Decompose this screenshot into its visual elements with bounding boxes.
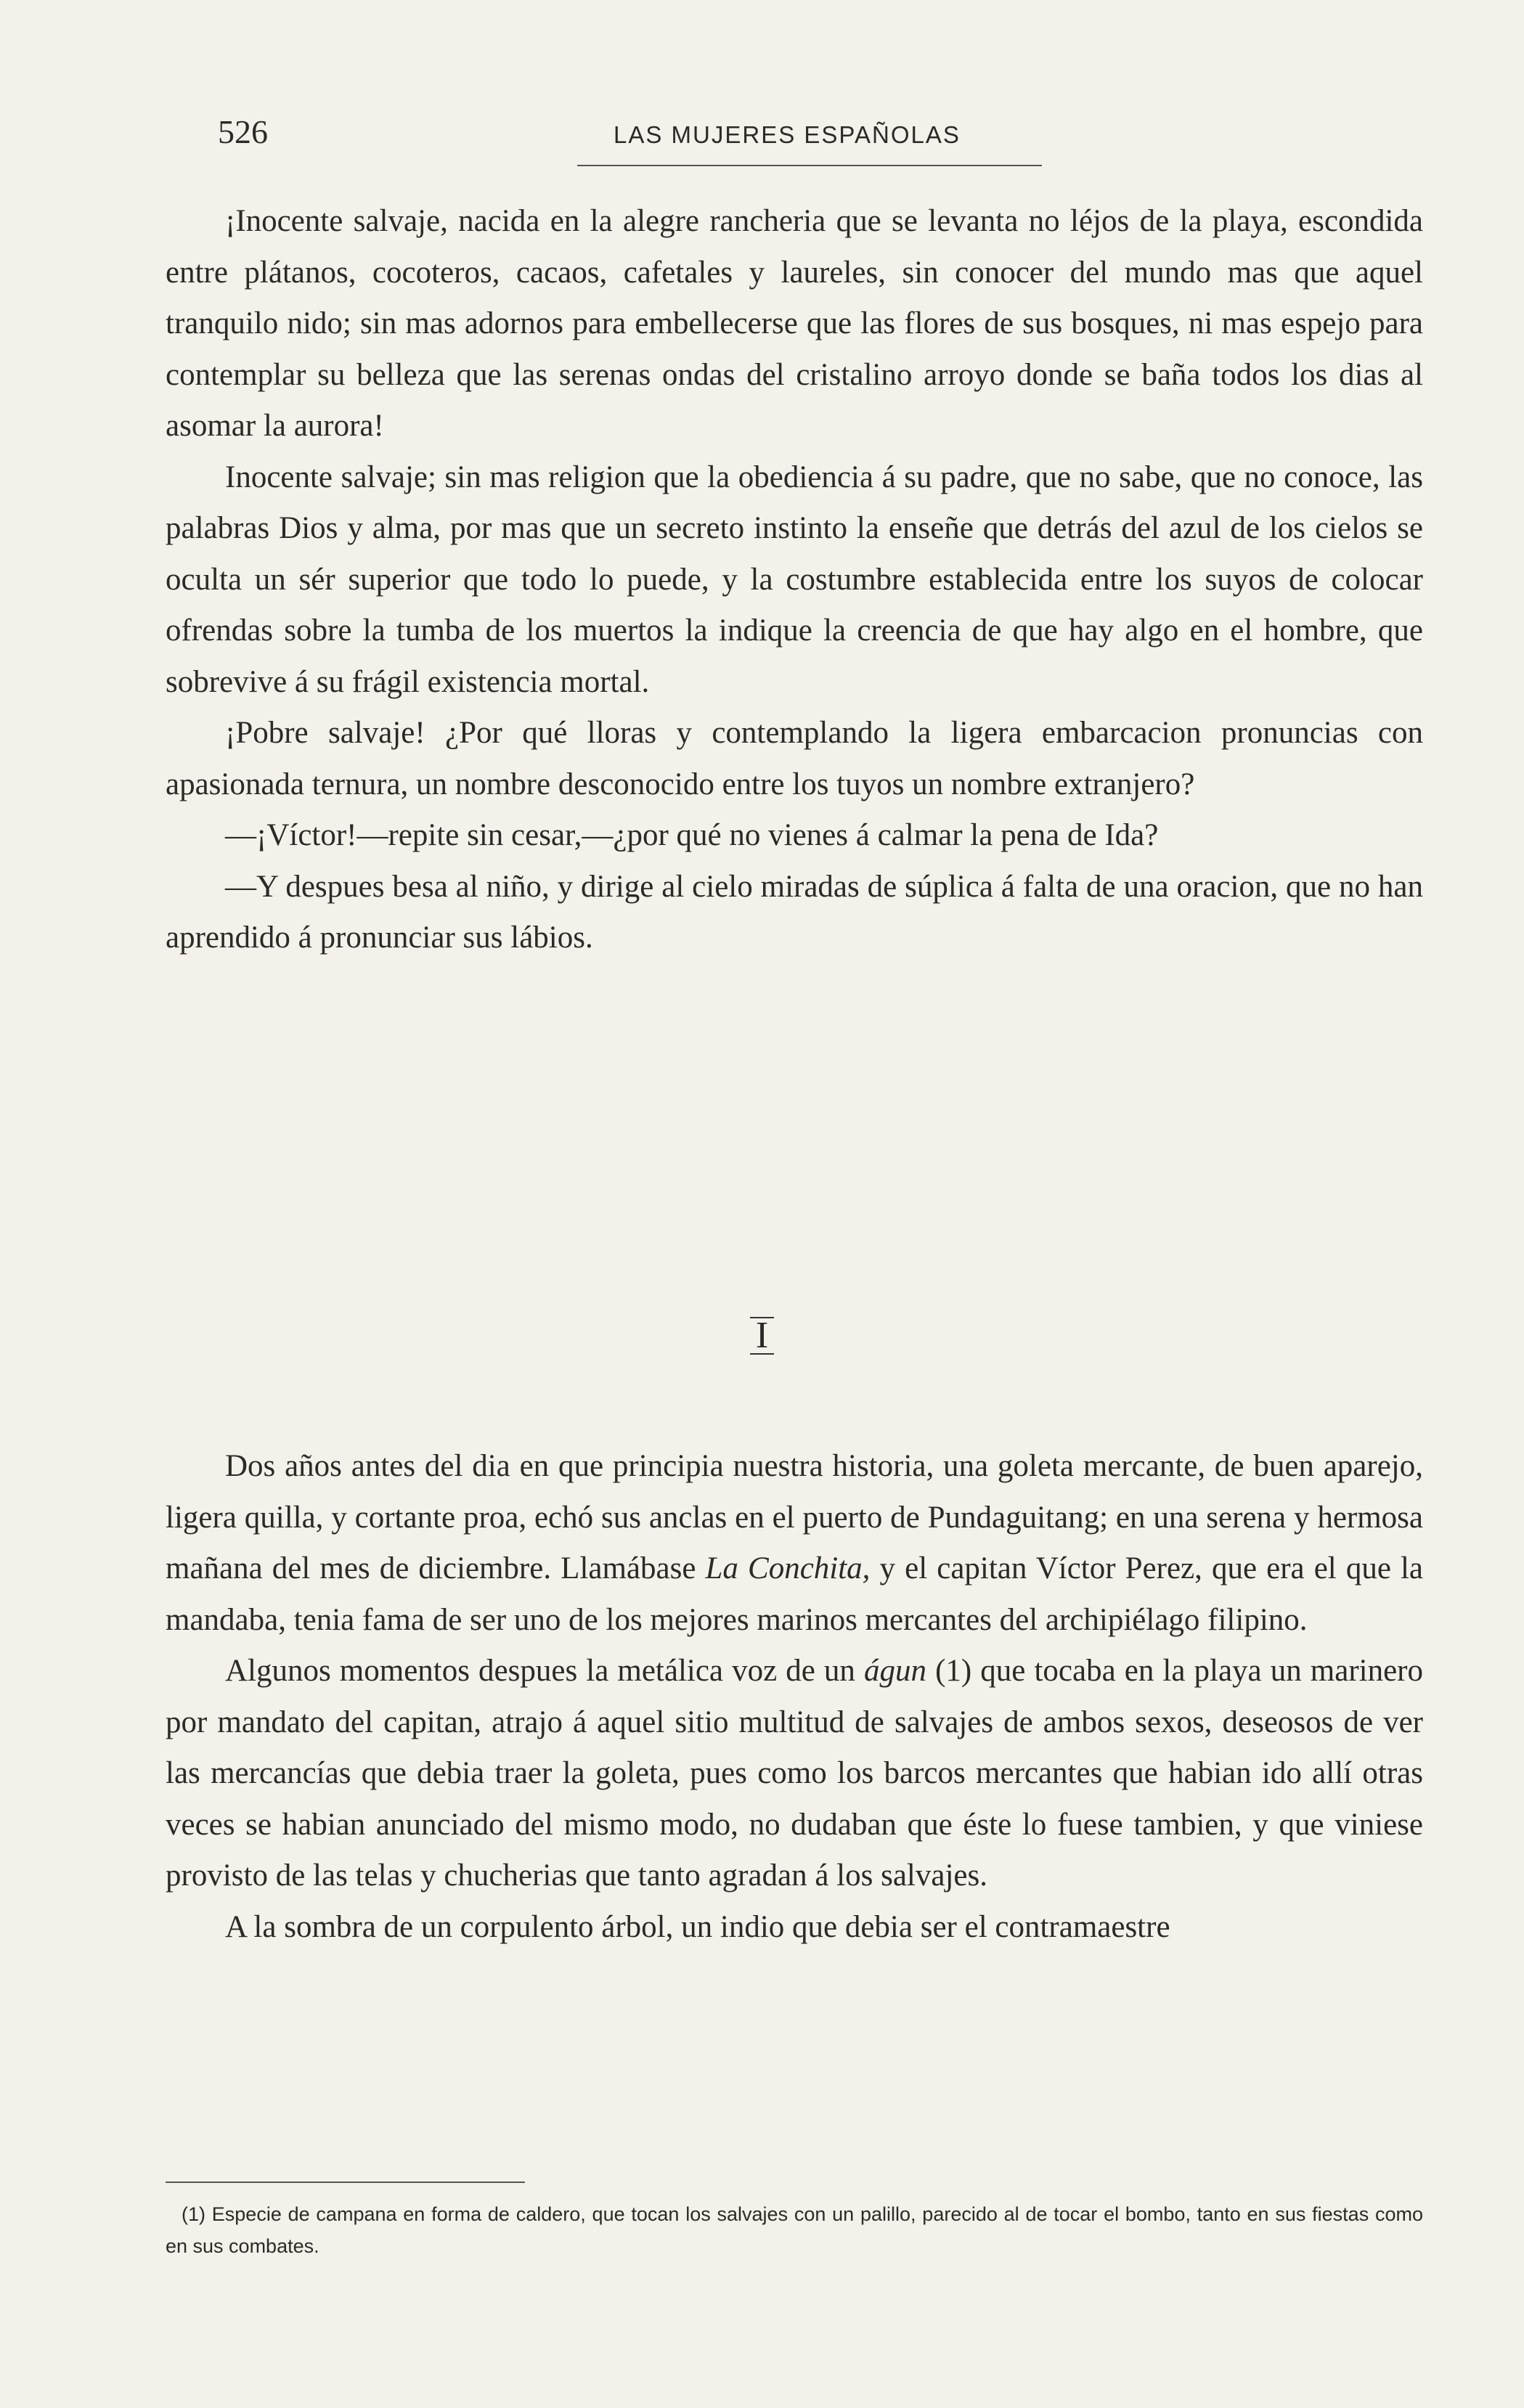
section-heading <box>0 1314 1524 1357</box>
footnote-rule <box>166 2182 525 2183</box>
paragraph <box>166 1646 1423 1902</box>
paragraph: ¡Inocente salvaje, nacida en la alegre rancheria que se levanta no léjos de la playa, escondida entre plátanos, cocoteros, cacaos, cafetales y laureles, sin conocer del mundo mas que aquel tranquilo nido; sin mas adornos para embellecerse que las flores de sus bosques, ni mas espejo para contemplar su belleza que las serenas ondas del cristalino arroyo donde se baña todos los dias al asomar la aurora! <box>166 204 1423 443</box>
text-run: Dos años antes del dia en que principia nuestra historia, una goleta mercante, de buen aparejo, ligera quilla, y cortante proa, echó sus anclas en el puerto de Pundaguitang; en una serena y hermosa mañana del mes de diciembre. Llamábase <box>166 1449 1423 1585</box>
text-run: (1) que tocaba en la playa un marinero por mandato del capitan, atrajo á aquel sitio multitud de salvajes de ambos sexos, deseosos de ver las mercancías que debia traer la goleta, pues como los barcos mercantes que habian ido allí otras veces se habian anunciado del mismo modo, no dudaban que éste lo fuese tambien, y que viniese provisto de las telas y chucherias que tanto agradan á los salvajes. <box>166 1654 1423 1893</box>
page-header <box>0 113 1524 171</box>
paragraph: —¡Víctor!—repite sin cesar,—¿por qué no vienes á calmar la pena de Ida? <box>225 818 1159 852</box>
body-text-section <box>166 1441 1423 1953</box>
paragraph: —Y despues besa al niño, y dirige al cielo miradas de súplica á falta de una oracion, que no han aprendido á pronunciar sus lábios. <box>166 869 1423 955</box>
ship-name: La Conchita, <box>705 1551 871 1585</box>
header-rule <box>577 165 1042 166</box>
page-number: 526 <box>218 113 268 150</box>
section-numeral: I <box>750 1317 774 1355</box>
text-run: y el capitan Víctor Perez, que era el que la mandaba, tenia fama de ser uno de los mejores marinos mercantes del archipiélago filipino. <box>166 1551 1424 1637</box>
paragraph: ¡Pobre salvaje! ¿Por qué lloras y contemplando la ligera embarcacion pronuncias con apasionada ternura, un nombre desconocido entre los tuyos un nombre extranjero? <box>166 716 1423 801</box>
paragraph: A la sombra de un corpulento árbol, un indio que debia ser el contramaestre <box>225 1909 1170 1944</box>
paragraph <box>166 1441 1423 1646</box>
running-title: LAS MUJERES ESPAÑOLAS <box>614 121 961 148</box>
footnote: (1) Especie de campana en forma de caldero, que tocan los salvajes con un palillo, parecido al de tocar el bombo, tanto en sus fiestas como en sus combates. <box>166 2203 1423 2257</box>
body-text-top <box>166 196 1423 964</box>
paragraph: Inocente salvaje; sin mas religion que la obediencia á su padre, que no sabe, que no conoce, las palabras Dios y alma, por mas que un secreto instinto la enseñe que detrás del azul de los cielos se oculta un sér superior que todo lo puede, y la costumbre establecida entre los suyos de colocar ofrendas sobre la tumba de los muertos la indique la creencia de que hay algo en el hombre, que sobrevive á su frágil existencia mortal. <box>166 460 1423 699</box>
italic-term: águn <box>864 1654 926 1688</box>
text-run: Algunos momentos despues la metálica voz de un <box>225 1654 855 1688</box>
